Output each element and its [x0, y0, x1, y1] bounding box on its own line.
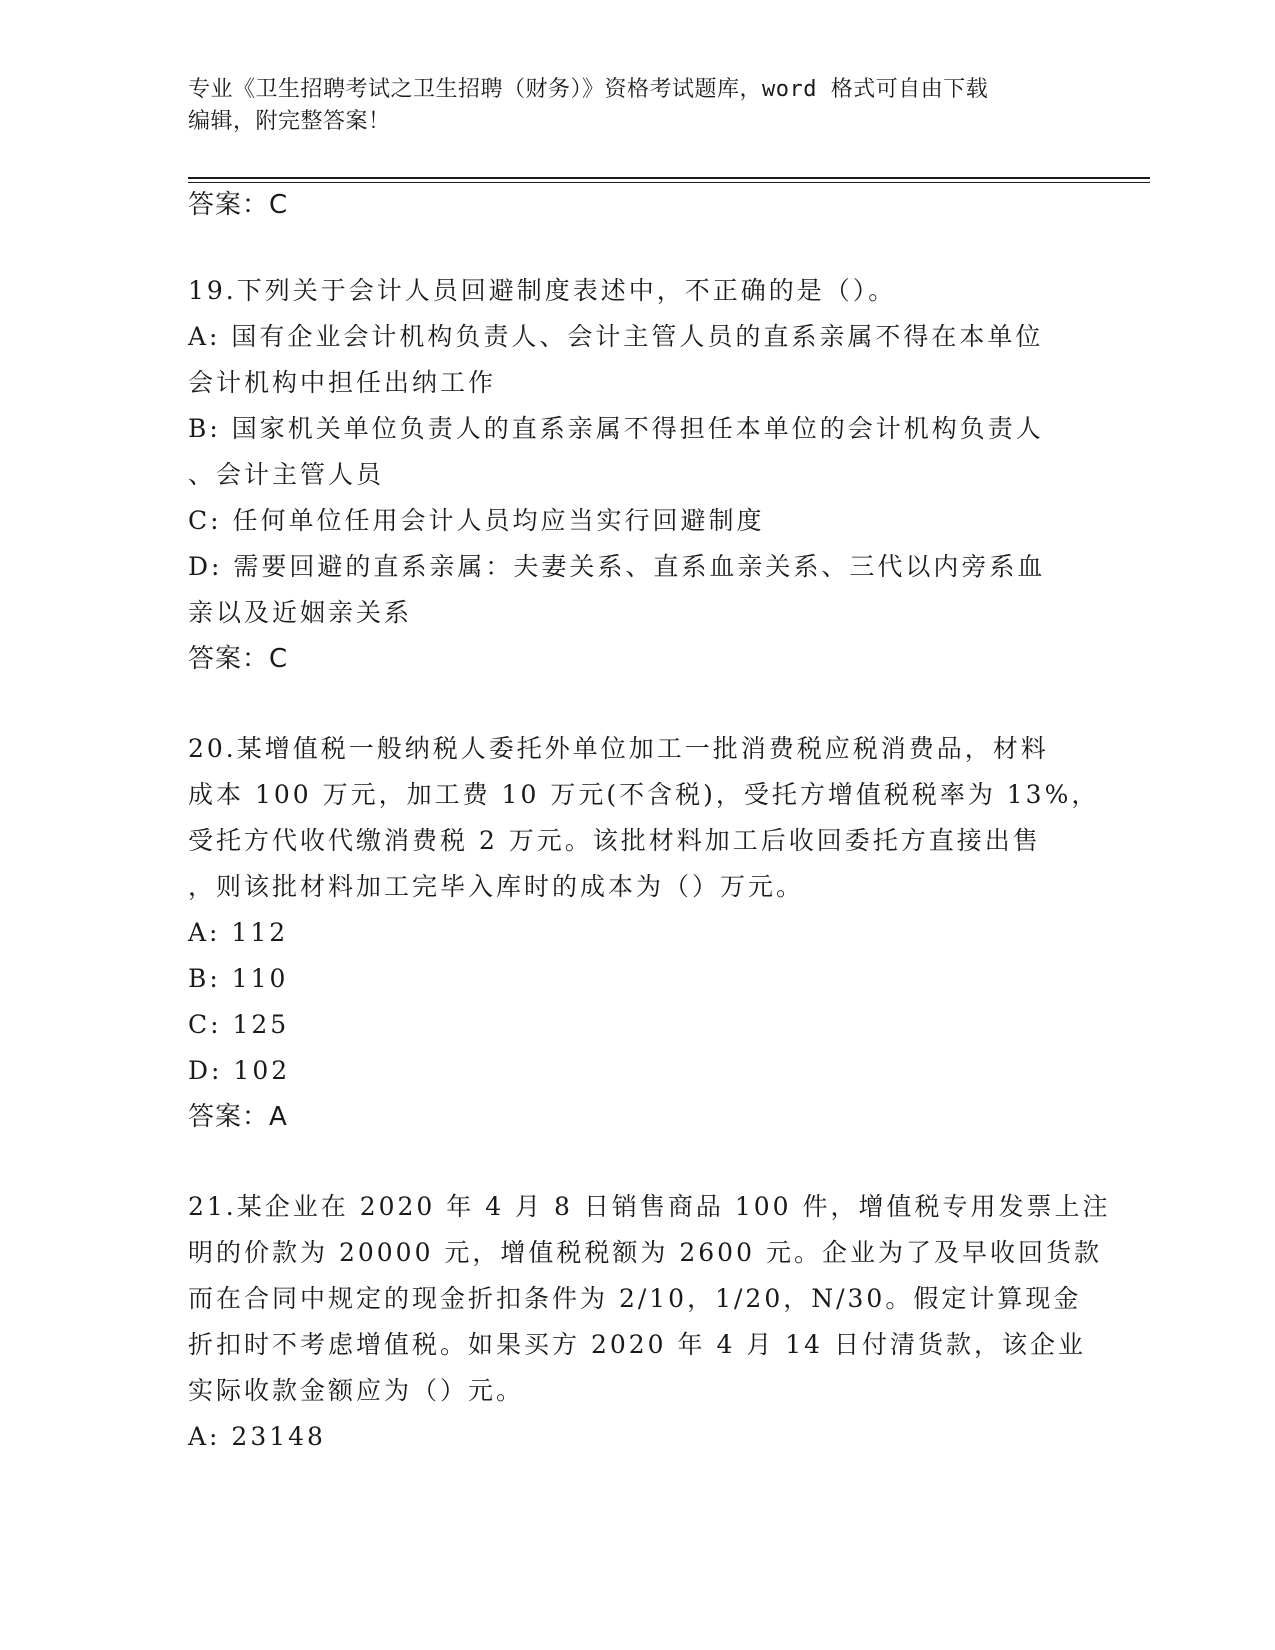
answer-19: 答案：C [188, 644, 289, 674]
question-stem-cont: ，则该批材料加工完毕入库时的成本为（）万元。 [188, 872, 805, 901]
option-b: B: 国家机关单位负责人的直系亲属不得担任本单位的会计机构负责人 [188, 414, 1044, 443]
question-20 [188, 726, 1100, 1094]
question-19 [188, 268, 1088, 636]
question-stem: 21.某企业在 2020 年 4 月 8 日销售商品 100 件，增值税专用发票上注 [188, 1192, 1111, 1221]
header-line-2: 编辑，附完整答案！ [188, 109, 391, 134]
option-d-cont: 亲以及近姻亲关系 [188, 598, 413, 627]
option-c: C: 125 [188, 1010, 290, 1039]
question-stem: 19.下列关于会计人员回避制度表述中，不正确的是（）。 [188, 276, 897, 305]
option-b-cont: 、会计主管人员 [188, 460, 385, 489]
header-line-1: 专业《卫生招聘考试之卫生招聘（财务）》资格考试题库，word 格式可自由下载 [188, 77, 989, 102]
question-stem-cont: 成本 100 万元，加工费 10 万元(不含税)，受托方增值税税率为 13%， [188, 780, 1100, 809]
question-stem-cont: 折扣时不考虑增值税。如果买方 2020 年 4 月 14 日付清货款，该企业 [188, 1330, 1087, 1359]
question-stem: 20.某增值税一般纳税人委托外单位加工一批消费税应税消费品，材料 [188, 734, 1049, 763]
option-a: A: 23148 [188, 1422, 326, 1451]
option-d: D: 102 [188, 1056, 291, 1085]
answer-20: 答案：A [188, 1102, 288, 1132]
question-stem-cont: 而在合同中规定的现金折扣条件为 2/10，1/20，N/30。假定计算现金 [188, 1284, 1082, 1313]
option-a: A: 112 [188, 918, 289, 947]
question-stem-cont: 受托方代收代缴消费税 2 万元。该批材料加工后收回委托方直接出售 [188, 826, 1041, 855]
question-21 [188, 1184, 1111, 1460]
page-header [188, 74, 1068, 138]
question-stem-cont: 实际收款金额应为（）元。 [188, 1376, 525, 1405]
option-d: D: 需要回避的直系亲属：夫妻关系、直系血亲关系、三代以内旁系血 [188, 552, 1046, 581]
option-c: C: 任何单位任用会计人员均应当实行回避制度 [188, 506, 765, 535]
option-a-cont: 会计机构中担任出纳工作 [188, 368, 497, 397]
header-divider-thin [188, 182, 1150, 183]
answer-previous: 答案：C [188, 190, 289, 220]
question-stem-cont: 明的价款为 20000 元，增值税税额为 2600 元。企业为了及早收回货款 [188, 1238, 1102, 1267]
option-b: B: 110 [188, 964, 289, 993]
header-divider [188, 177, 1150, 179]
option-a: A: 国有企业会计机构负责人、会计主管人员的直系亲属不得在本单位 [188, 322, 1044, 351]
